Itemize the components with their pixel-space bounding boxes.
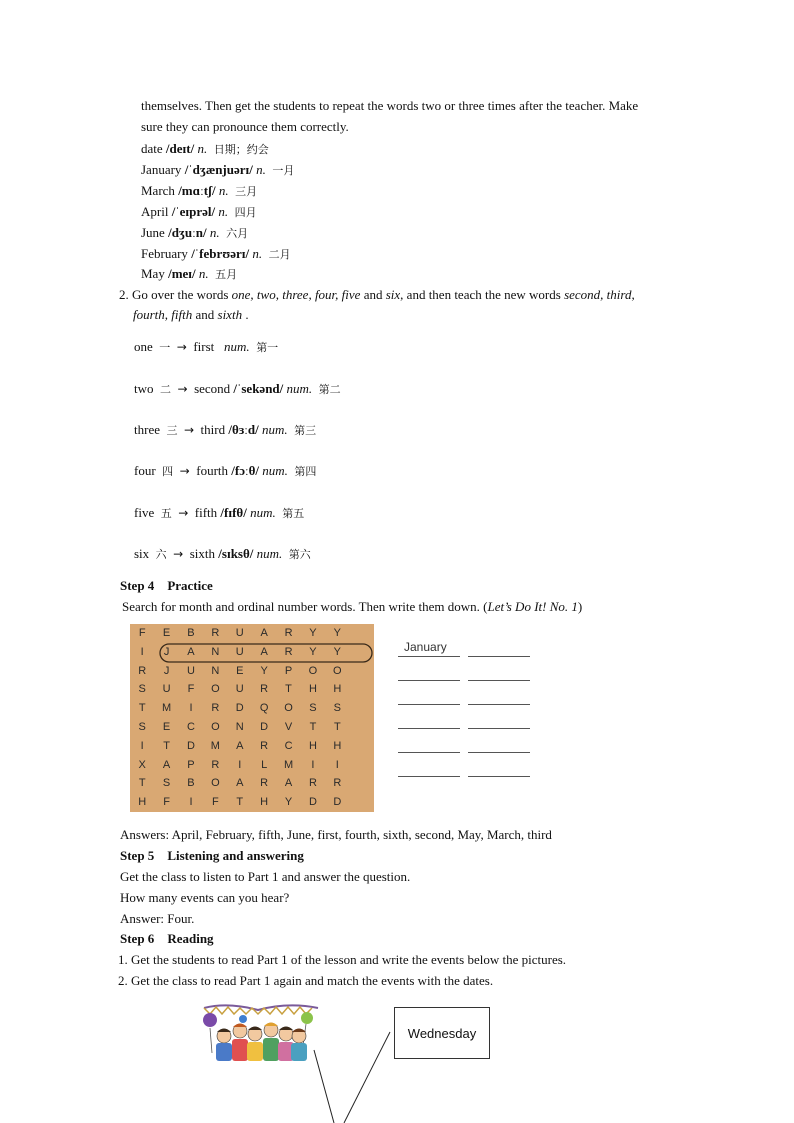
grid-cell: I [335, 758, 339, 771]
grid-cell: A [236, 739, 244, 752]
ordinal-item: five 五 → fifth /fɪfθ/ num. 第五 [134, 505, 305, 520]
step5-heading: Step 5 Listening and answering [120, 848, 304, 863]
grid-cell: O [211, 777, 220, 790]
grid-cell: S [138, 720, 146, 733]
grid-cell: T [236, 796, 244, 809]
grid-cell: R [260, 683, 269, 696]
grid-row [130, 699, 374, 718]
grid-cell: Y [260, 664, 268, 677]
grid-cell: A [162, 758, 171, 771]
step5-line-1: Get the class to listen to Part 1 and answer the question. [120, 869, 411, 884]
grid-cell: Y [333, 645, 341, 658]
step6-line-2: 2. Get the class to read Part 1 again and match the events with the dates. [118, 973, 494, 988]
grid-cell: O [211, 720, 220, 733]
answer-blank [398, 776, 460, 777]
arrow-icon: → [173, 547, 184, 561]
grid-cell: I [140, 739, 144, 752]
grid-row [130, 624, 374, 643]
grid-cell: N [211, 664, 220, 677]
step5-line-2: How many events can you hear? [120, 890, 290, 905]
grid-cell: E [236, 664, 244, 677]
grid-cell: B [187, 777, 195, 790]
grid-cell: S [138, 683, 146, 696]
grid-cell: V [284, 720, 293, 733]
grid-cell: S [162, 777, 171, 790]
grid-cell: T [285, 683, 292, 696]
grid-row [130, 737, 374, 756]
step6-heading: Step 6 Reading [120, 931, 214, 946]
grid-cell: U [235, 645, 244, 658]
vocab-item: January /ˈdʒænjuərɪ/ n. 一月 [141, 162, 295, 177]
grid-cell: I [238, 758, 242, 771]
answer-blank [398, 680, 460, 681]
arrow-icon: → [176, 340, 187, 354]
step4-heading: Step 4 Practice [120, 578, 213, 593]
answer-blank [398, 656, 460, 657]
ordinal-item: three 三 → third /θɜːd/ num. 第三 [134, 422, 317, 437]
january-circle-icon [128, 641, 378, 665]
grid-cell: T [138, 777, 146, 790]
grid-cell: J [163, 645, 170, 658]
date-box-wednesday: Wednesday [394, 1007, 490, 1059]
answer-blank [468, 728, 530, 729]
grid-cell: Y [309, 627, 317, 639]
grid-cell: R [211, 627, 220, 639]
grid-cell: T [333, 720, 341, 733]
grid-cell: R [308, 777, 317, 790]
grid-cell: I [189, 796, 193, 809]
grid-cell: P [187, 758, 195, 771]
grid-cell: R [260, 777, 269, 790]
grid-cell: F [212, 796, 219, 809]
grid-cell: N [235, 720, 244, 733]
vocab-item: February /ˈfebrʊərɪ/ n. 二月 [141, 246, 291, 261]
intro-line-2: sure they can pronounce them correctly. [141, 119, 349, 134]
grid-cell: F [138, 627, 146, 639]
grid-cell: F [163, 796, 170, 809]
arrow-icon: → [183, 423, 195, 437]
grid-cell: X [138, 758, 146, 771]
ordinal-item: four 四 → fourth /fɔːθ/ num. 第四 [134, 463, 317, 478]
grid-row [130, 774, 374, 793]
answer-blank [398, 704, 460, 705]
grid-cell: U [235, 627, 244, 639]
grid-cell: R [211, 702, 220, 715]
answer-blank [468, 680, 530, 681]
grid-cell: J [163, 664, 170, 677]
grid-cell: D [260, 720, 269, 733]
grid-cell: R [333, 777, 342, 790]
grid-cell: T [138, 702, 146, 715]
ordinal-item: two 二 → second /ˈsekənd/ num. 第二 [134, 381, 341, 396]
grid-cell: A [284, 777, 293, 790]
grid-cell: Q [259, 702, 269, 715]
grid-cell: I [311, 758, 315, 771]
matching-lines [300, 1030, 400, 1123]
grid-row [130, 793, 374, 812]
grid-cell: T [309, 720, 317, 733]
arrow-icon: → [177, 382, 188, 396]
answer-blank [468, 704, 530, 705]
grid-cell: A [260, 627, 268, 639]
arrow-icon: → [179, 464, 190, 478]
step4-instruction: Search for month and ordinal number words. Then write them down. (Let’s Do It! No. 1) [122, 599, 583, 614]
grid-cell: R [260, 739, 269, 752]
grid-cell: S [309, 702, 317, 715]
grid-cell: O [284, 702, 293, 715]
grid-cell: M [283, 758, 294, 771]
grid-cell: R [211, 758, 220, 771]
grid-cell: R [284, 627, 293, 639]
vocab-item: March /mɑːtʃ/ n. 三月 [141, 183, 258, 198]
grid-cell: S [333, 702, 341, 715]
step5-line-3: Answer: Four. [120, 911, 195, 926]
grid-cell: D [333, 796, 342, 809]
vocab-item: May /meɪ/ n. 五月 [141, 266, 238, 281]
answer-blank [398, 752, 460, 753]
vocab-item: June /dʒuːn/ n. 六月 [141, 225, 249, 240]
grid-cell: H [138, 796, 147, 809]
ordinal-item: six 六 → sixth /sɪksθ/ num. 第六 [134, 546, 311, 561]
grid-cell: R [284, 645, 293, 658]
grid-row [130, 718, 374, 737]
grid-cell: A [260, 645, 268, 658]
intro-line-1: themselves. Then get the students to repeat the words two or three times after the teacher. Make [141, 98, 639, 113]
grid-cell: U [162, 683, 171, 696]
grid-cell: H [333, 683, 342, 696]
grid-cell: O [333, 664, 342, 677]
vocab-item: date /deɪt/ n. 日期；约会 [141, 141, 269, 156]
grid-cell: C [187, 720, 195, 733]
grid-cell: L [261, 758, 268, 771]
answer-blank [468, 752, 530, 753]
item2-line-1: 2. Go over the words one, two, three, four, five and six, and then teach the new words second, third, [119, 287, 635, 302]
grid-row [130, 756, 374, 775]
grid-cell: A [236, 777, 244, 790]
grid-cell: I [140, 645, 144, 658]
grid-cell: Y [309, 645, 317, 658]
grid-cell: H [333, 739, 342, 752]
grid-cell: F [187, 683, 195, 696]
step6-line-1: 1. Get the students to read Part 1 of the lesson and write the events below the pictures. [118, 952, 567, 967]
answer-blank [398, 728, 460, 729]
grid-row [130, 680, 374, 699]
grid-cell: P [284, 664, 293, 677]
grid-cell: A [187, 645, 195, 658]
grid-cell: O [211, 683, 220, 696]
grid-cell: U [235, 683, 244, 696]
grid-cell: H [308, 683, 317, 696]
grid-cell: E [162, 720, 171, 733]
grid-cell: D [187, 739, 195, 752]
answer-blank [468, 776, 530, 777]
grid-cell: D [308, 796, 317, 809]
item2-line-2: fourth, fifth and sixth . [133, 307, 249, 322]
grid-cell: D [235, 702, 244, 715]
answer-blanks [398, 640, 538, 785]
grid-cell: H [260, 796, 269, 809]
grid-cell: R [138, 664, 147, 677]
vocab-item: April /ˈeɪprəl/ n. 四月 [141, 204, 257, 219]
grid-cell: T [163, 739, 170, 752]
grid-cell: Y [284, 796, 293, 809]
ordinal-item: one 一 → first num. 第一 [134, 339, 279, 354]
grid-cell: M [210, 739, 220, 752]
grid-cell: C [284, 739, 293, 752]
grid-cell: Y [333, 627, 341, 639]
grid-cell: U [187, 664, 195, 677]
grid-cell: E [162, 627, 171, 639]
grid-cell: N [211, 645, 220, 658]
arrow-icon: → [178, 506, 189, 520]
grid-cell: M [162, 702, 172, 715]
step4-answers: Answers: April, February, fifth, June, first, fourth, sixth, second, May, March, third [120, 827, 552, 842]
grid-cell: H [308, 739, 317, 752]
grid-cell: I [189, 702, 193, 715]
grid-cell: B [187, 627, 195, 639]
answer-blank [468, 656, 530, 657]
grid-cell: O [308, 664, 318, 677]
first-answer-january: January [404, 640, 447, 654]
